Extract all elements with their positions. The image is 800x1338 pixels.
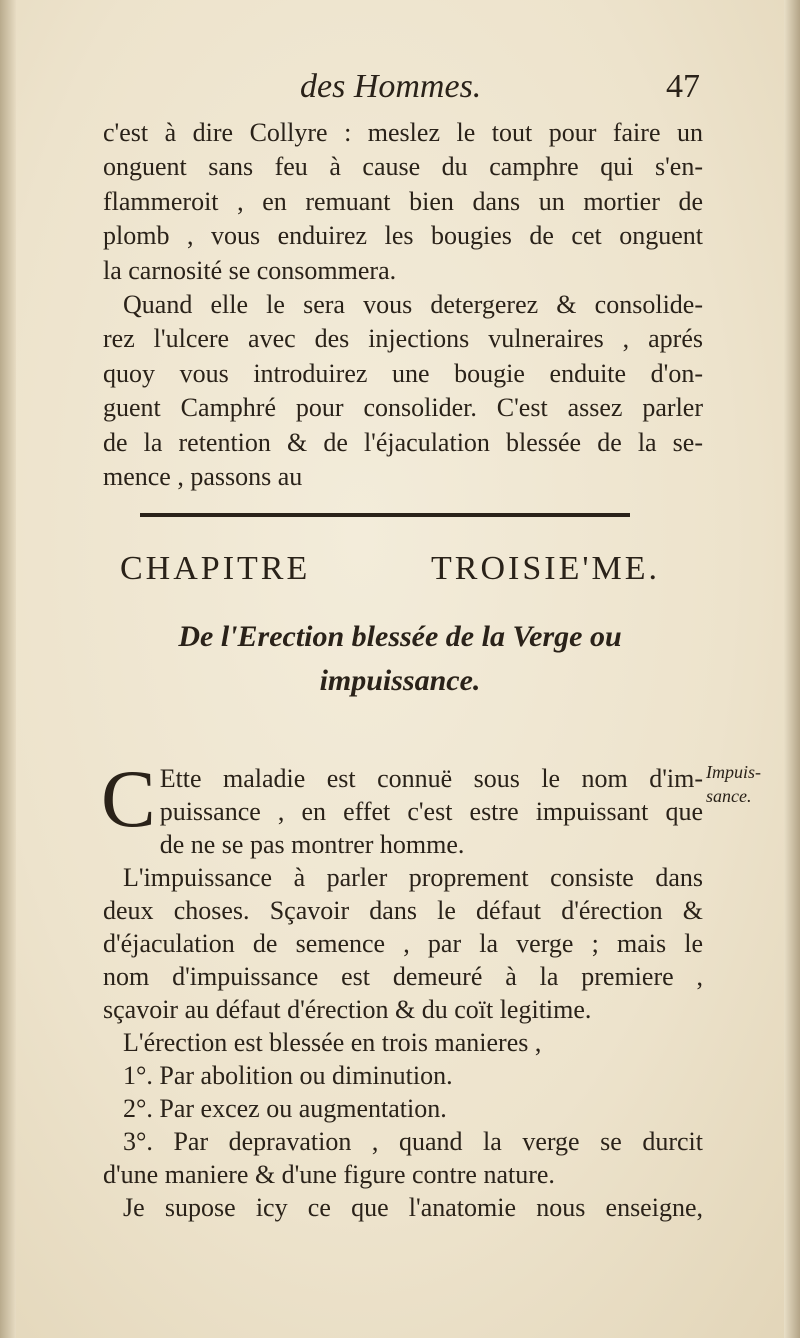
page-header xyxy=(100,68,700,118)
subtitle-line: impuissance. xyxy=(319,664,481,697)
drop-cap: C xyxy=(101,753,156,844)
text-line: la carnosité se consommera. xyxy=(103,255,397,285)
chapter-subtitle xyxy=(100,615,700,703)
text-line: Quand elle le sera vous detergerez & consolide- xyxy=(123,290,703,319)
text-line: mence , passons au xyxy=(103,462,303,492)
text-line: Ette maladie est connuë sous le nom d'im- xyxy=(159,764,703,793)
subtitle-line: De l'Erection blessée de la Verge ou xyxy=(178,620,622,653)
running-head: des Hommes. xyxy=(300,68,482,105)
text-line: puissance , en effet c'est estre impuissant que xyxy=(159,797,703,826)
text-line: 1°. Par abolition ou diminution. xyxy=(123,1061,453,1090)
text-line: c'est à dire Collyre : meslez le tout pour faire un xyxy=(103,118,703,147)
page-edge-left xyxy=(0,0,16,1338)
page-edge-right xyxy=(784,0,800,1338)
text-line: L'impuissance à parler proprement consiste dans xyxy=(123,863,703,892)
text-line: de la retention & de l'éjaculation blessée de la se- xyxy=(103,427,703,457)
text-line: sçavoir au défaut d'érection & du coït legitime. xyxy=(103,995,592,1024)
margin-note-line: sance. xyxy=(706,786,752,806)
page-number: 47 xyxy=(666,68,700,105)
text-line: Je supose icy ce que l'anatomie nous enseigne, xyxy=(123,1193,703,1222)
text-line: guent Camphré pour consolider. C'est assez parler xyxy=(103,393,703,423)
text-line: L'érection est blessée en trois manieres , xyxy=(123,1028,542,1057)
paragraph-quand xyxy=(103,288,703,494)
text-line: nom d'impuissance est demeuré à la premiere , xyxy=(103,962,703,991)
margin-note xyxy=(706,760,786,808)
text-line: flammeroit , en remuant bien dans un mortier de xyxy=(103,186,703,216)
chapter-title: CHAPITRE TROISIE'ME. xyxy=(120,550,660,587)
text-line: 3°. Par depravation , quand la verge se durcit xyxy=(123,1127,703,1156)
text-line: deux choses. Sçavoir dans le défaut d'érection & xyxy=(103,896,703,925)
margin-note-line: Impuis- xyxy=(706,762,761,782)
text-line: quoy vous introduirez une bougie enduite d'on- xyxy=(103,358,703,388)
text-line: d'une maniere & d'une figure contre nature. xyxy=(103,1160,555,1189)
text-line: d'éjaculation de semence , par la verge ; mais le xyxy=(103,929,703,958)
text-line: de ne se pas montrer homme. xyxy=(159,830,465,859)
text-line: onguent sans feu à cause du camphre qui s'en- xyxy=(103,152,703,182)
text-line: rez l'ulcere avec des injections vulneraires , aprés xyxy=(103,324,703,354)
chapter-divider xyxy=(140,513,630,517)
chapter-body xyxy=(101,753,703,1224)
text-line: plomb , vous enduirez les bougies de cet onguent xyxy=(103,221,703,251)
text-line: 2°. Par excez ou augmentation. xyxy=(123,1094,447,1123)
paragraph-continued xyxy=(103,116,703,288)
